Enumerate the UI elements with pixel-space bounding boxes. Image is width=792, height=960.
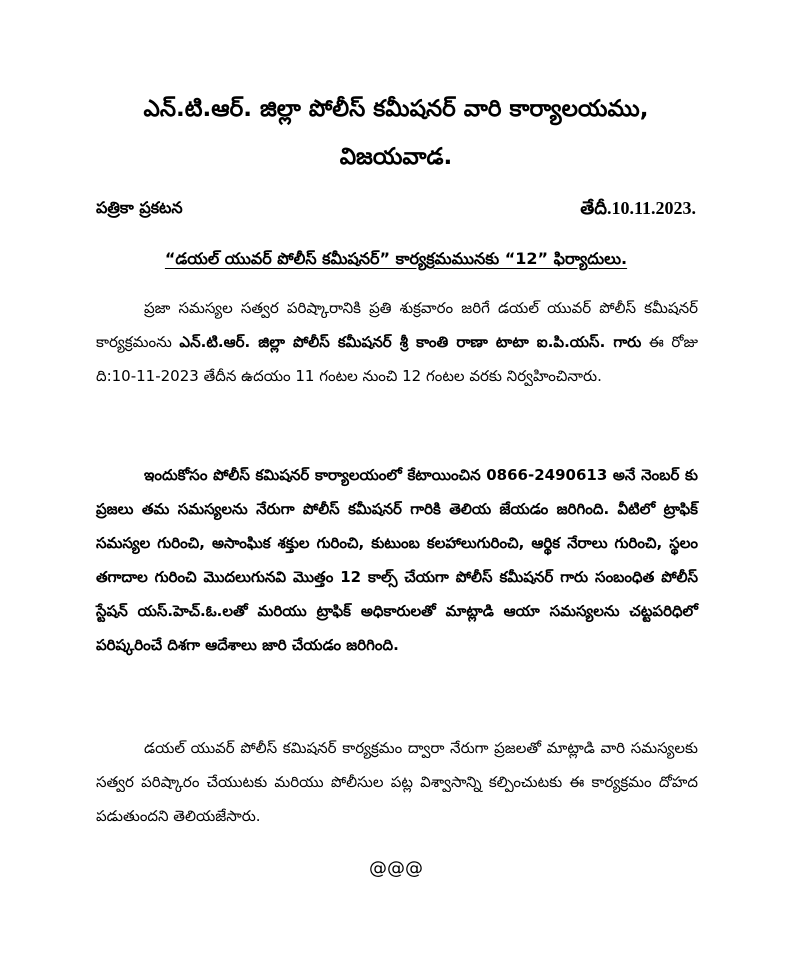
- paragraph-2-text: ఇందుకోసం పోలీస్ కమిషనర్ కార్యాలయంలో కేటాయించిన 0866-2490613 అనే నెంబర్ కు ప్రజలు తమ సమస్యలను నేరుగా పోలీస్ కమీషనర్ గారికి తెలియ జేయడం జరిగింది. వీటిలో ట్రాఫిక్ సమస్యల గురించి, అసాంఘిక శక్తుల గురించి, కుటుంబ కలహాలుగురించి, ఆర్థిక నేరాలు గురించి, స్థలం తగాదాల గురించి మొదలుగునవి మొత్తం 12 కాల్స్ చేయగా పోలీస్ కమీషనర్ గారు సంబంధిత పోలీస్ స్టేషన్ యస్.హెచ్.ఓ.లతో మరియు ట్రాఫిక్ అధికారులతో మాట్లాడి ఆయా సమస్యలను చట్టపరిధిలో పరిష్కరించే దిశగా ఆదేశాలు జారి చేయడం జరిగింది.: [96, 466, 698, 654]
- end-mark: @@@: [369, 858, 423, 879]
- paragraph-1-tail: ఈ రోజు ది:10-11-2023 తేదీన ఉదయం 11 గంటల నుంచి 12 గంటల వరకు నిర్వహించినారు.: [96, 333, 698, 385]
- paragraph-3: [96, 731, 698, 833]
- paragraph-1-lead: ప్రజా సమస్యల సత్వర పరిష్కారానికి ప్రతి శుక్రవారం జరిగే డయల్ యువర్ పోలీస్ కమీషనర్ కార్యక్రమంను: [96, 299, 698, 351]
- office-city: విజయవాడ.: [339, 144, 453, 170]
- paragraph-3-text: డయల్ యువర్ పోలీస్ కమిషనర్ కార్యక్రమం ద్వారా నేరుగా ప్రజలతో మాట్లాడి వారి సమస్యలకు సత్వర పరిష్కారం చేయుటకు మరియు పోలీసుల పట్ల విశ్వాసాన్ని కల్పించుటకు ఈ కార్యక్రమం దోహద పడుతుందని తెలియజేసారు.: [96, 739, 698, 825]
- press-release-label: పత్రికా ప్రకటన: [96, 198, 183, 217]
- paragraph-1: [96, 291, 698, 393]
- paragraph-1-bold: ఎన్.టి.ఆర్. జిల్లా పోలీస్ కమీషనర్ శ్రీ కాంతి రాణా టాటా ఐ.పి.యస్. గారు: [179, 333, 642, 351]
- release-date: తేదీ.10.11.2023.: [580, 198, 696, 218]
- subject-heading: “డయల్ యువర్ పోలీస్ కమీషనర్” కార్యక్రమమునకు “12” ఫిర్యాదులు.: [164, 249, 628, 268]
- office-title: ఎన్.టి.ఆర్. జిల్లా పోలీస్ కమీషనర్ వారి కార్యాలయము,: [143, 96, 649, 122]
- paragraph-2: [96, 458, 698, 662]
